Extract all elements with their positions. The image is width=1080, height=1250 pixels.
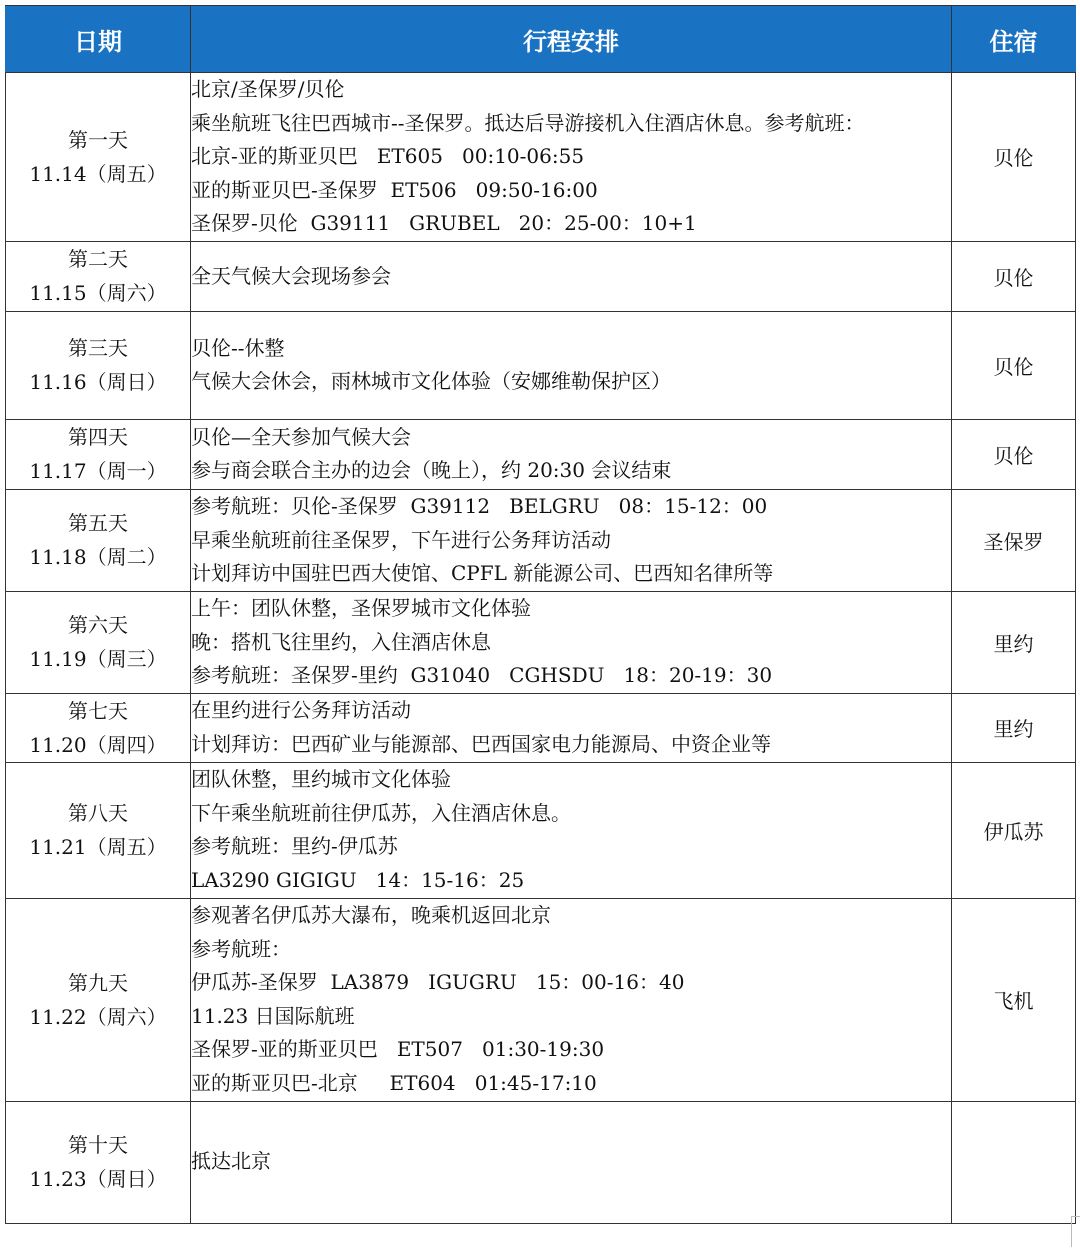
date-label: 11.21（周五）: [29, 835, 167, 860]
plan-cell: [191, 1101, 952, 1223]
page-corner-mark: [1071, 1216, 1080, 1247]
table-row: [6, 591, 1076, 693]
plan-line: 气候大会休会，雨林城市文化体验（安娜维勒保护区）: [191, 369, 671, 394]
stay-cell: 伊瓜苏: [952, 762, 1076, 898]
table-header: [6, 6, 1076, 73]
date-label: 11.20（周四）: [29, 732, 167, 757]
date-label: 11.15（周六）: [29, 281, 167, 306]
header-plan: 行程安排: [191, 6, 952, 73]
plan-cell: [191, 898, 952, 1101]
plan-cell: [191, 73, 952, 242]
day-label: 第二天: [68, 247, 128, 272]
plan-line: 下午乘坐航班前往伊瓜苏，入住酒店休息。: [191, 800, 571, 825]
stay-cell: 贝伦: [952, 311, 1076, 419]
plan-line: 圣保罗-贝伦 G39111 GRUBEL 20：25-00：10+1: [191, 211, 697, 236]
plan-cell: [191, 241, 952, 311]
date-cell: [6, 693, 191, 762]
date-label: 11.14（周五）: [29, 161, 167, 186]
table-row: [6, 419, 1076, 489]
plan-line: 贝伦—全天参加气候大会: [191, 424, 411, 449]
plan-line: 参考航班：贝伦-圣保罗 G39112 BELGRU 08：15-12：00: [191, 494, 768, 519]
day-label: 第六天: [68, 613, 128, 638]
table-row: [6, 1101, 1076, 1223]
table-row: [6, 311, 1076, 419]
header-date: 日期: [6, 6, 191, 73]
plan-line: 抵达北京: [191, 1149, 271, 1174]
table-row: [6, 693, 1076, 762]
plan-line: 参考航班：: [191, 936, 291, 961]
plan-line: 参与商会联合主办的边会（晚上），约 20:30 会议结束: [191, 458, 672, 483]
stay-cell: 里约: [952, 591, 1076, 693]
date-cell: [6, 419, 191, 489]
stay-cell: 贝伦: [952, 73, 1076, 242]
plan-line: LA3290 GIGIGU 14：15-16：25: [191, 868, 525, 893]
plan-line: 团队休整，里约城市文化体验: [191, 767, 451, 792]
plan-line: 计划拜访中国驻巴西大使馆、CPFL 新能源公司、巴西知名律所等: [191, 561, 774, 586]
plan-line: 参考航班：里约-伊瓜苏: [191, 834, 398, 859]
day-label: 第一天: [68, 127, 128, 152]
date-label: 11.22（周六）: [29, 1004, 167, 1029]
date-label: 11.23（周日）: [29, 1167, 167, 1192]
stay-cell: 圣保罗: [952, 489, 1076, 591]
date-label: 11.17（周一）: [29, 459, 167, 484]
plan-line: 参考航班：圣保罗-里约 G31040 CGHSDU 18：20-19：30: [191, 663, 773, 688]
plan-line: 贝伦--休整: [191, 335, 285, 360]
date-cell: [6, 311, 191, 419]
date-cell: [6, 591, 191, 693]
date-cell: [6, 241, 191, 311]
plan-line: 上午：团队休整，圣保罗城市文化体验: [191, 596, 531, 621]
date-label: 11.19（周三）: [29, 647, 167, 672]
stay-cell: 里约: [952, 693, 1076, 762]
date-cell: [6, 1101, 191, 1223]
plan-cell: [191, 489, 952, 591]
plan-line: 圣保罗-亚的斯亚贝巴 ET507 01:30-19:30: [191, 1037, 605, 1062]
day-label: 第三天: [68, 336, 128, 361]
day-label: 第五天: [68, 511, 128, 536]
date-cell: [6, 73, 191, 242]
plan-cell: [191, 762, 952, 898]
plan-line: 参观著名伊瓜苏大瀑布，晚乘机返回北京: [191, 902, 551, 927]
itinerary-table: [5, 5, 1076, 1224]
day-label: 第七天: [68, 698, 128, 723]
date-cell: [6, 489, 191, 591]
table-row: [6, 489, 1076, 591]
plan-line: 计划拜访：巴西矿业与能源部、巴西国家电力能源局、中资企业等: [191, 731, 771, 756]
stay-cell: 飞机: [952, 898, 1076, 1101]
header-stay: 住宿: [952, 6, 1076, 73]
date-cell: [6, 898, 191, 1101]
plan-line: 北京-亚的斯亚贝巴 ET605 00:10-06:55: [191, 144, 585, 169]
plan-cell: [191, 419, 952, 489]
plan-line: 亚的斯亚贝巴-北京 ET604 01:45-17:10: [191, 1070, 597, 1095]
plan-cell: [191, 591, 952, 693]
plan-line: 11.23 日国际航班: [191, 1003, 355, 1028]
table-row: [6, 898, 1076, 1101]
stay-cell: [952, 1101, 1076, 1223]
stay-cell: 贝伦: [952, 419, 1076, 489]
date-label: 11.16（周日）: [29, 370, 167, 395]
plan-cell: [191, 311, 952, 419]
stay-cell: 贝伦: [952, 241, 1076, 311]
day-label: 第八天: [68, 801, 128, 826]
date-cell: [6, 762, 191, 898]
plan-line: 全天气候大会现场参会: [191, 263, 391, 288]
plan-line: 亚的斯亚贝巴-圣保罗 ET506 09:50-16:00: [191, 177, 598, 202]
table-row: [6, 73, 1076, 242]
day-label: 第九天: [68, 970, 128, 995]
table-body: [6, 73, 1076, 1224]
date-label: 11.18（周二）: [29, 545, 167, 570]
plan-line: 乘坐航班飞往巴西城市--圣保罗。抵达后导游接机入住酒店休息。参考航班：: [191, 110, 865, 135]
day-label: 第四天: [68, 425, 128, 450]
plan-line: 在里约进行公务拜访活动: [191, 698, 411, 723]
table-row: [6, 762, 1076, 898]
plan-line: 北京/圣保罗/贝伦: [191, 77, 345, 101]
plan-line: 早乘坐航班前往圣保罗，下午进行公务拜访活动: [191, 527, 611, 552]
table-row: [6, 241, 1076, 311]
plan-line: 伊瓜苏-圣保罗 LA3879 IGUGRU 15：00-16：40: [191, 970, 685, 995]
header-row: [6, 6, 1076, 73]
plan-line: 晚：搭机飞往里约，入住酒店休息: [191, 629, 491, 654]
plan-cell: [191, 693, 952, 762]
day-label: 第十天: [68, 1133, 128, 1158]
